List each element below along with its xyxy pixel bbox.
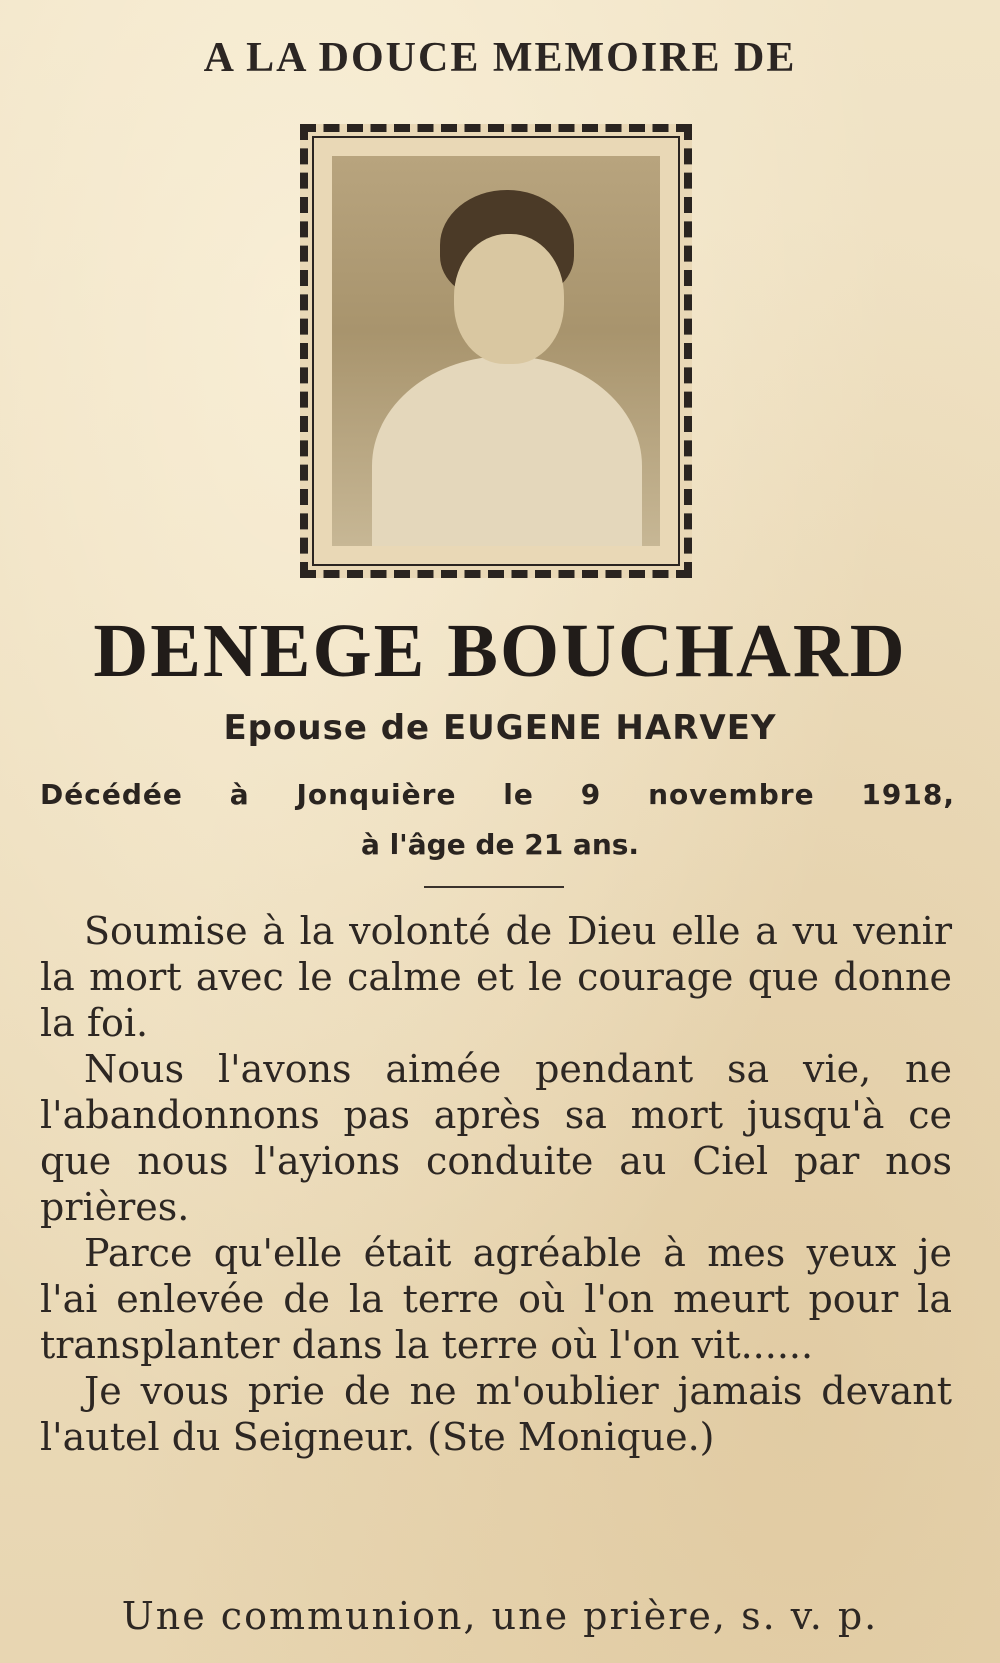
death-line: Décédée à Jonquière le 9 novembre 1918, bbox=[40, 778, 955, 811]
divider-rule bbox=[424, 886, 564, 888]
deceased-name: DENEGE BOUCHARD bbox=[93, 609, 907, 693]
paragraph-2: Nous l'avons aimée pendant sa vie, ne l'abandonnons pas après sa mort jusqu'à ce que nous l'ayions conduite au Ciel par nos prières. bbox=[40, 1047, 952, 1229]
paragraph-4: Je vous prie de ne m'oublier jamais devant l'autel du Seigneur. (Ste Monique.) bbox=[40, 1369, 952, 1459]
portrait-photo bbox=[332, 156, 660, 546]
portrait-body bbox=[372, 356, 642, 546]
memorial-text bbox=[40, 908, 952, 1460]
paragraph-1: Soumise à la volonté de Dieu elle a vu venir la mort avec le calme et le courage que donne la foi. bbox=[40, 909, 952, 1045]
header-title: A LA DOUCE MEMOIRE DE bbox=[203, 35, 797, 81]
age-line: à l'âge de 21 ans. bbox=[360, 828, 640, 861]
paragraph-3: Parce qu'elle était agréable à mes yeux je l'ai enlevée de la terre où l'on meurt pour la transplanter dans la terre où l'on vit...... bbox=[40, 1231, 952, 1367]
photo-frame bbox=[300, 124, 692, 578]
portrait-face bbox=[454, 234, 564, 364]
spouse-line: Epouse de EUGENE HARVEY bbox=[223, 708, 777, 748]
closing-request: Une communion, une prière, s. v. p. bbox=[121, 1594, 879, 1638]
